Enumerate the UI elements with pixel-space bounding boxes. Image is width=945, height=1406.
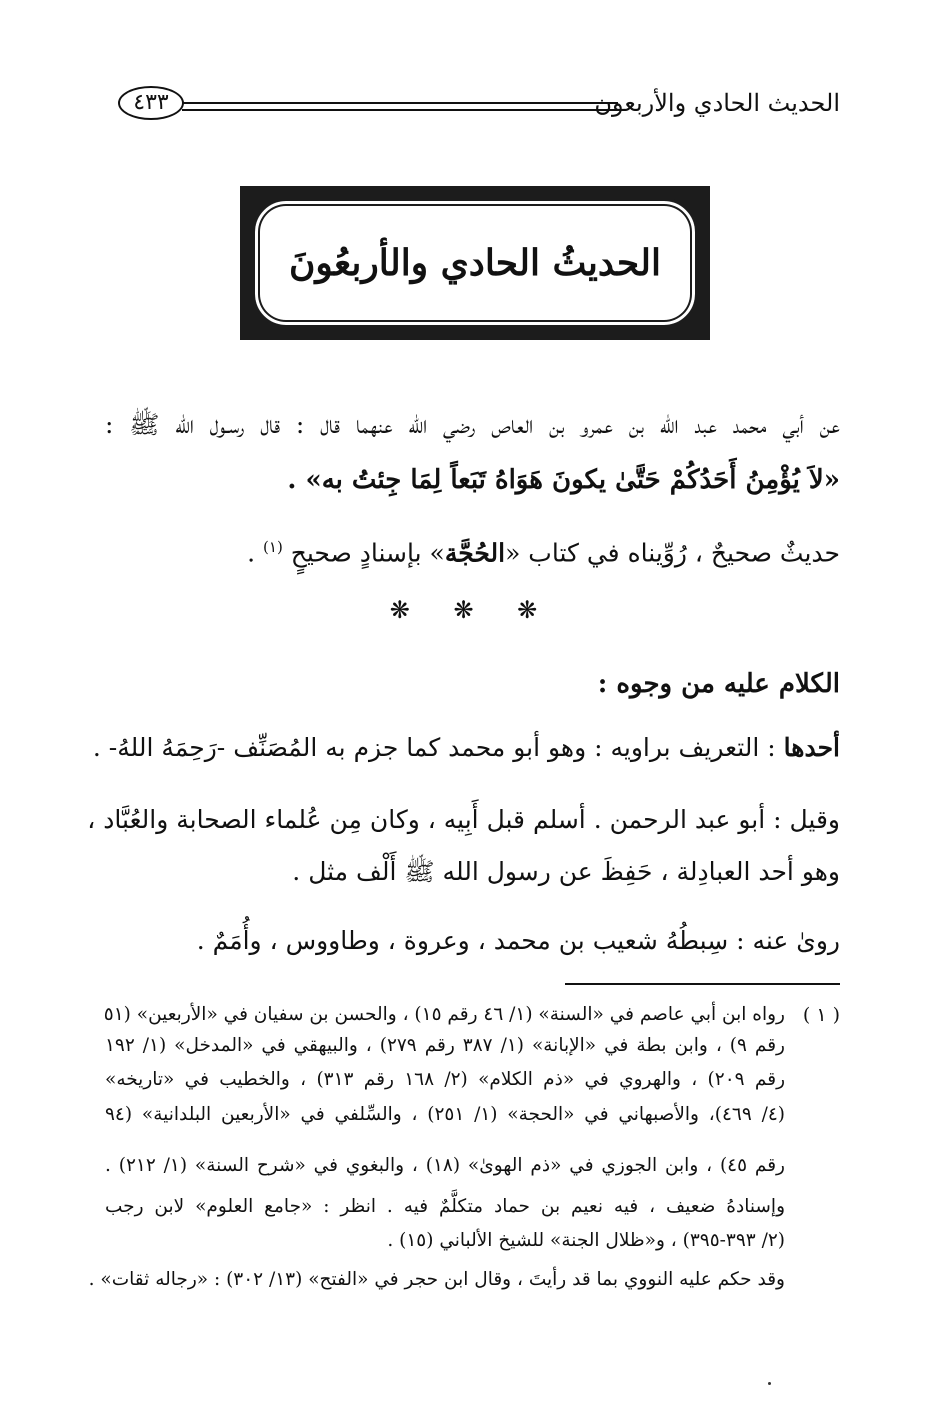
footnote-line: وإسنادهُ ضعيف ، فيه نعيم بن حماد متكلَّمٌ فيه . انظر : «جامع العلوم» لابن رجب: [105, 1196, 785, 1217]
paragraph-line: وقيل : أبو عبد الرحمن . أسلم قبل أَبِيه ، وكان مِن عُلماء الصحابة والعُبَّاد ،: [87, 805, 840, 834]
hadith-intro-line: عن أبي محمد عبد الله بن عمرو بن العاص رضي الله عنهما قال : قال رسـول الله ﷺ :: [105, 410, 840, 439]
chapter-title-inner-border: [252, 198, 698, 328]
page-number: ٤٣٣: [118, 86, 184, 120]
chapter-title: الحديثُ الحادي والأربعُونَ: [288, 242, 662, 284]
grading-suffix: » بإسنادٍ صحيحٍ: [290, 538, 445, 568]
hadith-grading: حديثٌ صحيحٌ ، رُوِّيناه في كتاب «الحُجَّة» بإسنادٍ صحيحٍ $^{(١)}$ .: [247, 538, 840, 568]
footnote-line: وقد حكم عليه النووي بما قد رأيتَ ، وقال ابن حجر في «الفتح» (١٣/ ٣٠٢) : «رجاله ثقات» .: [88, 1269, 785, 1290]
footnote-rule: [565, 983, 840, 985]
discussion-heading: الكلام عليه من وجوه :: [597, 669, 840, 699]
narrators-line: روىٰ عنه : سِبطُهُ شعيب بن محمد ، وعروة ، وطاووس ، وأُمَمٌ .: [196, 926, 840, 955]
running-title: الحديث الحادي والأربعون: [594, 89, 840, 117]
header-rule: [182, 102, 618, 111]
footnote-line: (٢/ ٣٩٣-٣٩٥) ، و«ظلال الجنة» للشيخ الألباني (١٥) .: [387, 1230, 785, 1251]
footnote-line: رقم ٢٠٩) ، والهروي في «ذم الكلام» (٢/ ١٦٨ رقم ٣١٣) ، والخطيب في «تاريخه»: [105, 1069, 785, 1090]
footnote-line: (٤/ ٤٦٩)، والأصبهاني في «الحجة» (١/ ٢٥١) ، والسِّلفي في «الأربعين البلدانية» (٩٤: [105, 1104, 785, 1125]
footnote-reference: (١): [263, 538, 283, 556]
footnote-line: رقم ٤٥) ، وابن الجوزي في «ذم الهوىٰ» (١٨) ، والبغوي في «شرح السنة» (١/ ٢١٢) .: [105, 1155, 785, 1176]
grading-prefix: حديثٌ صحيحٌ ، رُوِّيناه في كتاب «: [505, 538, 840, 568]
first-point: [93, 731, 840, 765]
footnote-line: رواه ابن أبي عاصم في «السنة» (١/ ٤٦ رقم ١٥) ، والحسن بن سفيان في «الأربعين» (٥١: [103, 1004, 785, 1025]
chapter-title-frame: [240, 186, 710, 340]
section-separator: ❋ ❋ ❋: [389, 596, 556, 624]
hadith-text: «لاَ يُؤْمِنُ أَحَدُكُمْ حَتَّىٰ يكونَ هَوَاهُ تَبَعاً لِمَا جِئتُ به» .: [287, 465, 840, 495]
running-header: [118, 88, 840, 132]
first-point-text: : التعريف براويه : وهو أبو محمد كما جزم به المُصَنِّف -رَحِمَهُ اللهُ- .: [92, 733, 784, 762]
paragraph-line: وهو أحد العبادِلة ، حَفِظَ عن رسول الله ﷺ أَلْف مثل .: [292, 857, 840, 886]
footnote-marker: ( ١ ): [802, 1004, 840, 1026]
first-point-label: أحدها: [783, 733, 840, 762]
footnote-line: رقم ٩) ، وابن بطة في «الإبانة» (١/ ٣٨٧ رقم ٢٧٩) ، والبيهقي في «المدخل» (١/ ١٩٢: [105, 1035, 785, 1056]
scan-dot: [768, 1382, 771, 1385]
grading-book-title: الحُجَّة: [444, 538, 506, 568]
